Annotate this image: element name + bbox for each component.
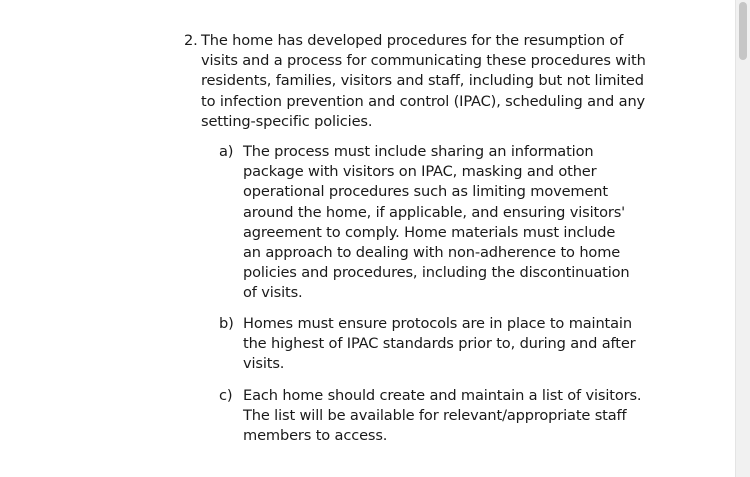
text-line: residents, families, visitors and staff, including but not limited [201, 72, 644, 90]
sub-item-letter: a) [219, 143, 234, 160]
sub-item-text [243, 314, 659, 375]
text-line: The process must include sharing an information [243, 143, 594, 160]
text-line: setting-specific policies. [201, 112, 373, 130]
sub-item-text [243, 142, 659, 304]
sub-item-letter: b) [219, 315, 234, 332]
text-line: to infection prevention and control (IPAC), scheduling and any [201, 92, 646, 110]
text-line: agreement to comply. Home materials must include [243, 223, 616, 241]
text-line: of visits. [243, 284, 303, 302]
sub-item-a [219, 142, 659, 304]
text-line: policies and procedures, including the discontinuation [243, 264, 630, 282]
vertical-scrollbar[interactable] [735, 0, 750, 477]
item-number: 2. [184, 32, 198, 49]
text-line: an approach to dealing with non-adherence to home [243, 244, 621, 262]
item-text [201, 31, 654, 132]
text-line: Homes must ensure protocols are in place to maintain [243, 315, 632, 332]
text-line: the highest of IPAC standards prior to, during and after [243, 335, 636, 353]
sub-item-letter: c) [219, 387, 233, 404]
sub-item-b [219, 314, 659, 375]
scrollbar-thumb[interactable] [739, 2, 747, 60]
sub-item-text [243, 386, 659, 447]
text-line: members to access. [243, 427, 388, 445]
text-line: visits. [243, 355, 285, 373]
text-line: visits and a process for communicating these procedures with [201, 52, 646, 70]
text-line: Each home should create and maintain a list of visitors. [243, 387, 642, 404]
text-line: The home has developed procedures for the resumption of [201, 32, 624, 49]
list-item-2 [184, 31, 654, 132]
text-line: operational procedures such as limiting movement [243, 183, 608, 201]
sub-item-c [219, 386, 659, 447]
text-line: around the home, if applicable, and ensuring visitors' [243, 203, 626, 221]
text-line: package with visitors on IPAC, masking and other [243, 163, 597, 181]
text-line: The list will be available for relevant/appropriate staff [243, 407, 627, 425]
